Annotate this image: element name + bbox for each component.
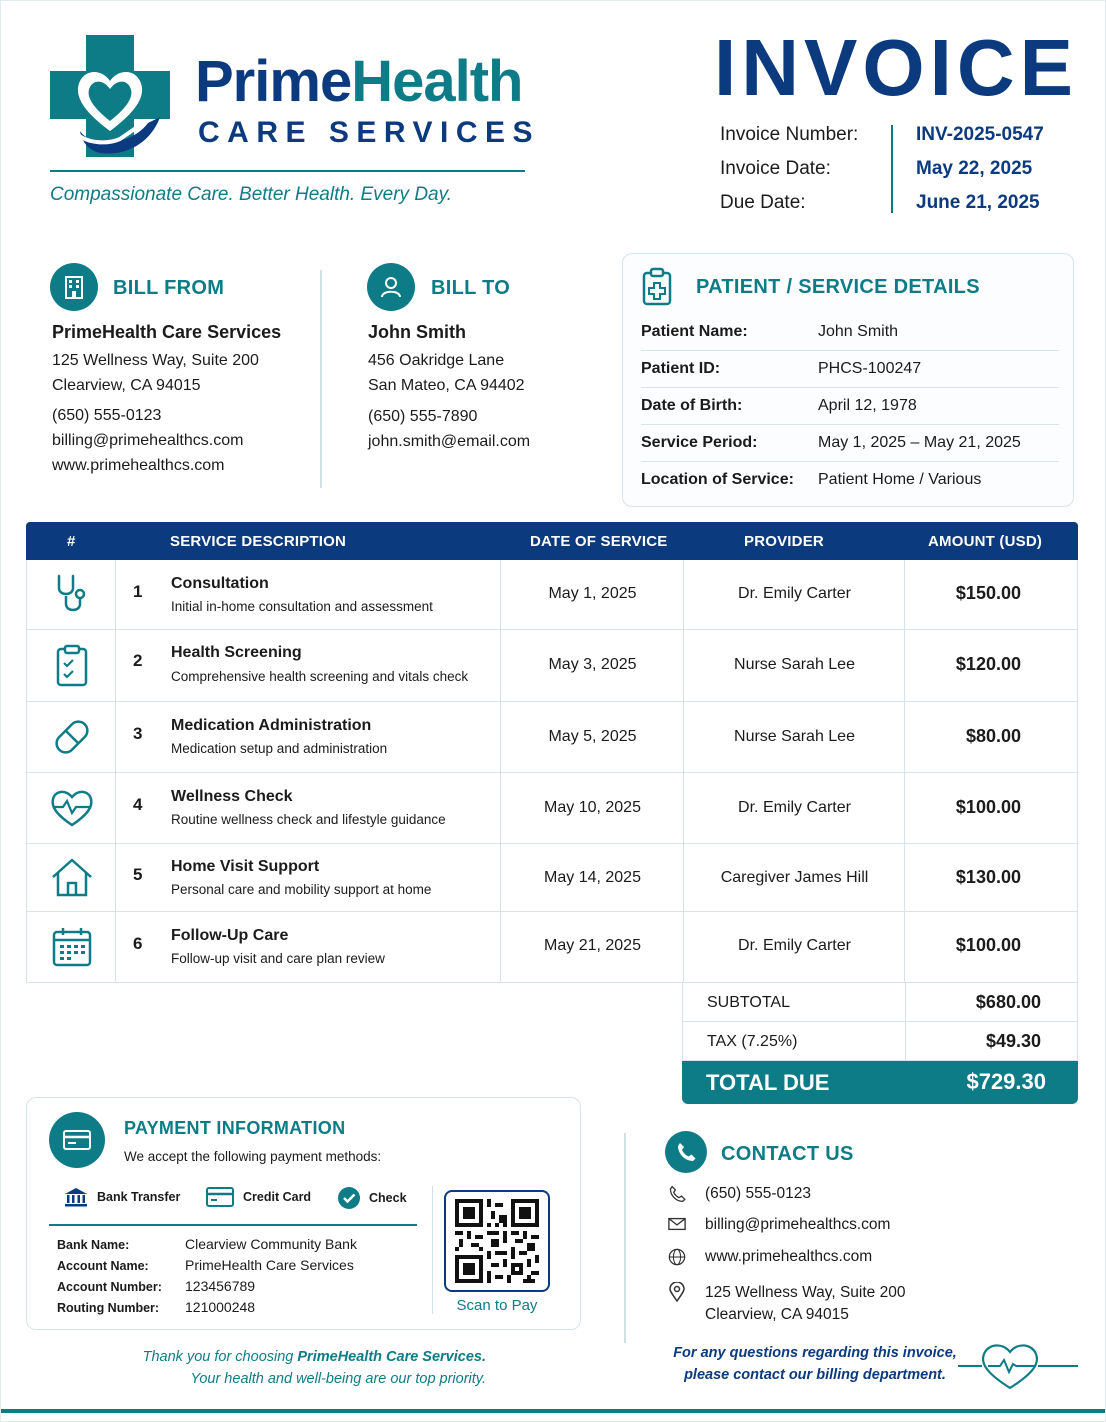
- col-header-provider: PROVIDER: [744, 533, 824, 550]
- contact-heading: CONTACT US: [721, 1143, 854, 1165]
- table-row: 2 Health Screening Comprehensive health screening and vitals check May 3, 2025 Nurse Sarah Lee $120.00: [27, 630, 1077, 702]
- qr-code-icon: [455, 1199, 539, 1283]
- tagline: Compassionate Care. Better Health. Every Day.: [50, 184, 452, 205]
- calendar-icon: [49, 924, 95, 970]
- bill-from-heading: BILL FROM: [113, 277, 225, 299]
- thank-you-note: Thank you for choosing PrimeHealth Care Services. Your health and well-being are our top priority.: [142, 1349, 486, 1387]
- bill-to-heading: BILL TO: [431, 277, 511, 299]
- payment-method-check: Check: [337, 1186, 407, 1210]
- payment-method-card: Credit Card: [205, 1186, 311, 1208]
- heart-pulse-icon: [49, 785, 95, 831]
- total-due-label: TOTAL DUE: [706, 1070, 830, 1095]
- qr-code[interactable]: [444, 1190, 550, 1292]
- account-number-value: 123456789: [185, 1278, 256, 1294]
- meta-divider: [891, 125, 893, 213]
- patient-row: Location of Service: Patient Home / Various: [641, 471, 982, 488]
- location-pin-icon: [669, 1282, 685, 1302]
- account-name-label: Account Name:: [57, 1259, 149, 1273]
- home-icon: [49, 855, 95, 901]
- tax-value: $49.30: [985, 1031, 1041, 1051]
- payment-intro: We accept the following payment methods:: [124, 1149, 382, 1164]
- scan-to-pay-label: Scan to Pay: [456, 1297, 538, 1314]
- payment-panel: [26, 1097, 581, 1330]
- patient-details-panel: [622, 253, 1074, 507]
- contact-note: For any questions regarding this invoice, please contact our billing department.: [673, 1345, 957, 1383]
- col-header-description: SERVICE DESCRIPTION: [170, 533, 347, 550]
- subtotal-row: [682, 983, 1078, 1022]
- contact-address: 125 Wellness Way, Suite 200 Clearview, CA 94015: [666, 1282, 905, 1326]
- bill-to-phone: (650) 555-7890: [368, 408, 478, 425]
- table-body: [26, 560, 1078, 983]
- table-row: 3 Medication Administration Medication setup and administration May 5, 2025 Nurse Sarah Lee $80.00: [27, 702, 1077, 773]
- table-row: 5 Home Visit Support Personal care and mobility support at home May 14, 2025 Caregiver James Hill $130.00: [27, 844, 1077, 912]
- bill-from-phone: (650) 555-0123: [52, 407, 162, 424]
- total-due-row: [682, 1061, 1078, 1104]
- subtotal-value: $680.00: [975, 992, 1041, 1012]
- contact-divider: [624, 1133, 626, 1343]
- logo-mark: [50, 35, 170, 157]
- bank-name-label: Bank Name:: [57, 1238, 130, 1252]
- bill-from-email[interactable]: billing@primehealthcs.com: [52, 432, 244, 449]
- col-header-amount: AMOUNT (USD): [928, 533, 1043, 550]
- patient-row: Patient Name: John Smith: [641, 314, 1059, 351]
- due-date: June 21, 2025: [916, 192, 1040, 213]
- check-circle-icon: [337, 1186, 361, 1210]
- phone-icon: [668, 1185, 686, 1203]
- contact-phone[interactable]: (650) 555-0123: [666, 1185, 811, 1203]
- contact-email[interactable]: billing@primehealthcs.com: [666, 1216, 890, 1234]
- table-row: 6 Follow-Up Care Follow-up visit and care plan review May 21, 2025 Dr. Emily Carter $100.00: [27, 912, 1077, 982]
- patient-heading: PATIENT / SERVICE DETAILS: [696, 276, 980, 298]
- col-header-date: DATE OF SERVICE: [530, 533, 668, 550]
- clipboard-check-icon: [49, 643, 95, 689]
- col-header-num: #: [67, 533, 76, 550]
- patient-row: Patient ID: PHCS-100247: [641, 351, 1059, 388]
- heart-line-icon: [958, 1336, 1080, 1394]
- brand-divider: [50, 170, 525, 172]
- globe-icon: [668, 1248, 686, 1266]
- pill-icon: [49, 714, 95, 760]
- payment-method-bank: Bank Transfer: [63, 1186, 180, 1208]
- invoice-date-label: Invoice Date:: [720, 158, 831, 179]
- phone-circle-icon: [665, 1131, 707, 1173]
- account-name-value: PrimeHealth Care Services: [185, 1257, 354, 1273]
- bill-to-name: John Smith: [368, 322, 466, 342]
- contact-website[interactable]: www.primehealthcs.com: [666, 1248, 872, 1266]
- account-number-label: Account Number:: [57, 1280, 162, 1294]
- payment-card-icon: [49, 1112, 105, 1168]
- subtotal-label: SUBTOTAL: [707, 994, 790, 1011]
- bill-to-email[interactable]: john.smith@email.com: [368, 433, 531, 450]
- bill-to-address1: 456 Oakridge Lane: [368, 352, 505, 369]
- bank-icon: [63, 1186, 89, 1208]
- payment-divider: [49, 1224, 417, 1226]
- invoice-number-label: Invoice Number:: [720, 124, 859, 145]
- patient-row: Service Period: May 1, 2025 – May 21, 2025: [641, 425, 1059, 462]
- invoice-title: INVOICE: [714, 23, 1078, 112]
- table-row: 4 Wellness Check Routine wellness check and lifestyle guidance May 10, 2025 Dr. Emily Carter $100.00: [27, 773, 1077, 844]
- invoice-date: May 22, 2025: [916, 158, 1033, 179]
- bill-to-address2: San Mateo, CA 94402: [368, 377, 525, 394]
- bill-from-website[interactable]: www.primehealthcs.com: [52, 457, 225, 474]
- total-due-value: $729.30: [966, 1069, 1046, 1094]
- medical-clipboard-icon: [641, 267, 673, 307]
- routing-number-value: 121000248: [185, 1299, 256, 1315]
- tax-label: TAX (7.25%): [707, 1033, 798, 1050]
- envelope-icon: [668, 1216, 686, 1232]
- building-icon: [50, 263, 98, 311]
- payment-heading: PAYMENT INFORMATION: [124, 1118, 346, 1138]
- table-row: 1 Consultation Initial in-home consultation and assessment May 1, 2025 Dr. Emily Carter $150.00: [27, 560, 1077, 630]
- bill-from-address1: 125 Wellness Way, Suite 200: [52, 352, 259, 369]
- due-date-label: Due Date:: [720, 192, 806, 213]
- table-header: [26, 522, 1078, 560]
- footer-bar: [0, 1409, 1106, 1413]
- tax-row: [682, 1022, 1078, 1061]
- bill-divider: [320, 270, 322, 488]
- credit-card-icon: [205, 1186, 235, 1208]
- user-icon: [367, 263, 415, 311]
- bank-name-value: Clearview Community Bank: [185, 1236, 357, 1252]
- routing-number-label: Routing Number:: [57, 1301, 160, 1315]
- brand-name: PrimeHealth: [195, 49, 523, 114]
- patient-row: Date of Birth: April 12, 1978: [641, 388, 1059, 425]
- bill-from-address2: Clearview, CA 94015: [52, 377, 201, 394]
- stethoscope-icon: [49, 572, 95, 618]
- bill-from-name: PrimeHealth Care Services: [52, 322, 282, 342]
- invoice-number: INV-2025-0547: [916, 124, 1044, 145]
- brand-subtitle: CARE SERVICES: [198, 116, 541, 149]
